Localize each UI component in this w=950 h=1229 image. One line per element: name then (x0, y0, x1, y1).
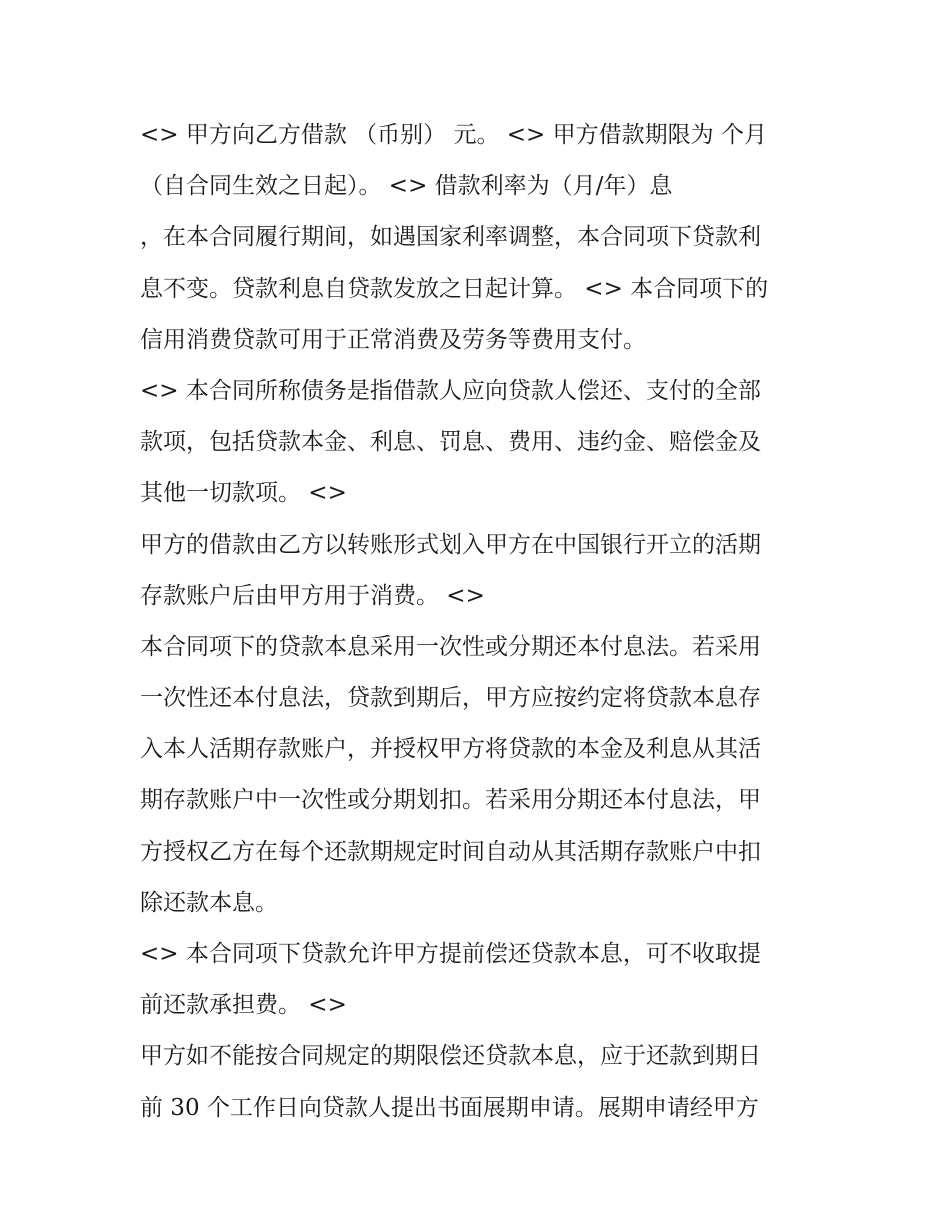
text-line-2: （自合同生效之日起）。 <> 借款利率为（月/年）息 (140, 173, 673, 200)
text-line-16: 除还款本息。 (140, 889, 278, 916)
text-line-11: 本合同项下的贷款本息采用一次性或分期还本付息法。若采用 (140, 633, 761, 660)
text-line-1: <> 甲方向乙方借款 （币别） 元。 <> 甲方借款期限为 个月 (140, 122, 767, 148)
text-line-9: 甲方的借款由乙方以转账形式划入甲方在中国银行开立的活期 (140, 531, 761, 558)
text-line-14: 期存款账户中一次性或分期划扣。若采用分期还本付息法，甲 (140, 787, 761, 814)
text-line-19: 甲方如不能按合同规定的期限偿还贷款本息，应于还款到期日 (140, 1043, 761, 1070)
text-line-5: 信用消费贷款可用于正常消费及劳务等费用支付。 (140, 326, 646, 353)
contract-body-text (140, 110, 820, 1134)
text-line-18: 前还款承担费。 <> (140, 992, 347, 1019)
text-line-20: 前 30 个工作日向贷款人提出书面展期申请。展期申请经甲方 (140, 1094, 759, 1121)
text-line-7: 款项，包括贷款本金、利息、罚息、费用、违约金、赔偿金及 (140, 429, 761, 456)
text-line-3: ，在本合同履行期间，如遇国家利率调整，本合同项下贷款利 (140, 224, 761, 251)
text-line-15: 方授权乙方在每个还款期规定时间自动从其活期存款账户中扣 (140, 838, 761, 865)
text-line-6: <> 本合同所称债务是指借款人应向贷款人偿还、支付的全部 (140, 377, 761, 404)
text-line-4: 息不变。贷款利息自贷款发放之日起计算。 <> 本合同项下的 (140, 275, 769, 302)
text-line-10: 存款账户后由甲方用于消费。 <> (140, 582, 485, 609)
text-line-17: <> 本合同项下贷款允许甲方提前偿还贷款本息，可不收取提 (140, 941, 761, 967)
text-line-12: 一次性还本付息法，贷款到期后，甲方应按约定将贷款本息存 (140, 685, 761, 712)
text-line-13: 入本人活期存款账户，并授权甲方将贷款的本金及利息从其活 (140, 736, 761, 763)
text-line-8: 其他一切款项。 <> (140, 480, 347, 507)
